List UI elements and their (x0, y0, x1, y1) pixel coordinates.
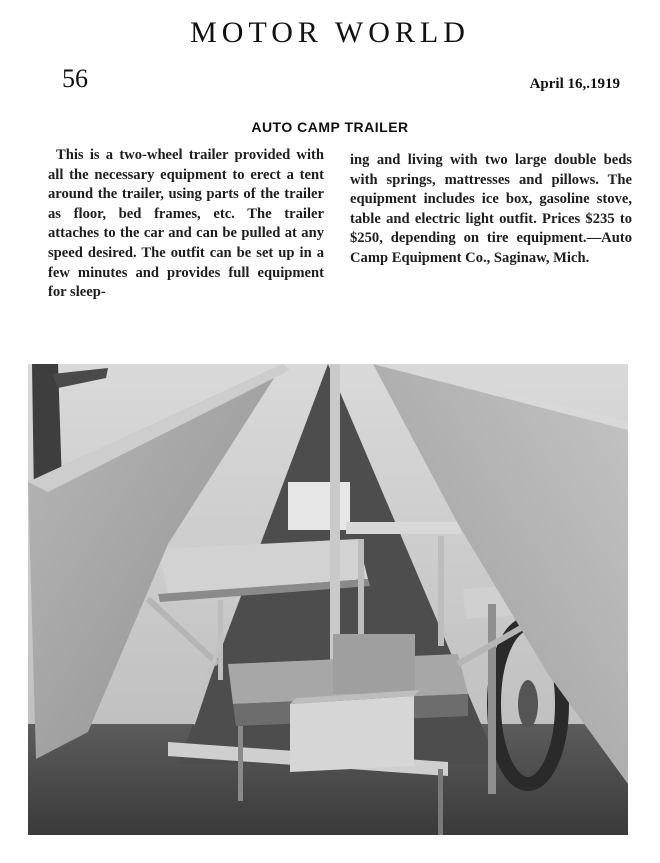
article-column-right (350, 151, 632, 269)
trailer-photo-illustration (28, 364, 628, 835)
trailer-photo (28, 364, 628, 835)
article-column-left (48, 146, 324, 303)
article-headline: AUTO CAMP TRAILER (251, 119, 409, 135)
issue-date: April 16,.1919 (529, 76, 620, 92)
article-text-left: This is a two-wheel trailer provided with all the necessary equipment to erect a tent around the trailer, using parts of the trailer as floor, bed frames, etc. The trailer attaches to the car and can be pulled at any speed desired. The outfit can be set up in a few minutes and provides full equipment for sleep- (48, 147, 324, 301)
masthead: MOTOR WORLD (190, 16, 470, 49)
page-number: 56 (62, 64, 88, 93)
article-text-right: ing and living with two large double beds with springs, mattresses and pillows. The equipment includes ice box, gasoline stove, table and electric light outfit. Prices $235 to $250, depending on tire equipment.—Auto Camp Equipment Co., Saginaw, Mich. (350, 152, 632, 266)
